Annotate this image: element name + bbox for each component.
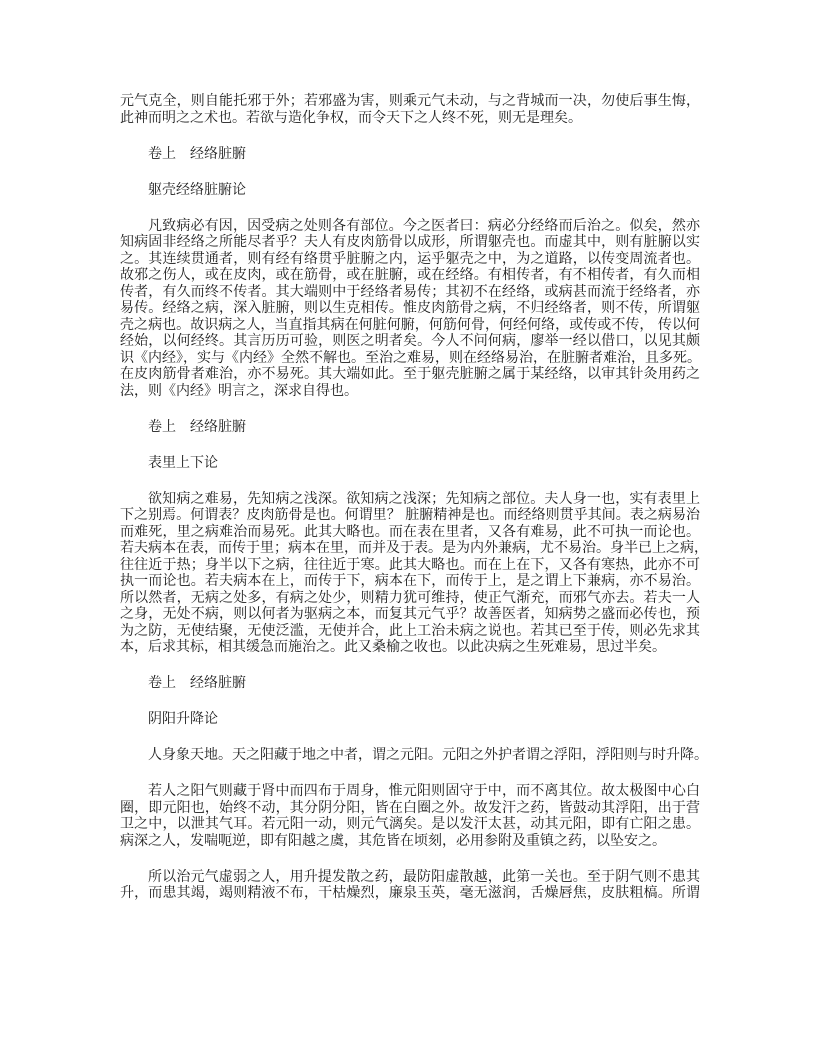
paragraph <box>120 783 700 849</box>
text-line: 传者，有久而终不传者。其大端则中于经络者易传；其初不在经络，或病甚而流于经络者，亦 <box>120 283 700 300</box>
paragraph-continued <box>120 93 700 126</box>
text-line: 凡致病必有因，因受病之处则各有部位。今之医者曰：病必分经络而后治之。似矣，然亦 <box>148 217 700 234</box>
paragraph <box>120 490 708 656</box>
text-line: 壳之病也。故识病之人，当直指其病在何脏何腑，何筋何骨，何经何络，或传或不传， 传以何 <box>120 316 700 333</box>
text-line: 下之别焉。何谓表？皮肉筋骨是也。何谓里？ 脏腑精神是也。而经络则贯乎其间。表之病易治 <box>120 507 700 523</box>
paragraph <box>120 747 708 764</box>
text-line: 执一而论也。若夫病本在上，而传于下，病本在下，而传于上，是之谓上下兼病，亦不易治。 <box>120 573 700 589</box>
text-line: 病深之人，发喘呃逆，即有阳越之虞，其危皆在顷刻，必用参附及重镇之药，以坠安之。 <box>120 832 666 849</box>
text-line: 若夫病本在表，而传于里；病本在里，而并及于表。是为内外兼病，尤不易治。身半已上之病， <box>120 540 708 556</box>
text-line: 所以治元气虚弱之人，用升提发散之药，最防阳虚散越，此第一关也。至于阴气则不患其 <box>148 868 700 885</box>
volume-heading: 卷上 经络脏腑 <box>148 145 246 162</box>
text-line: 此神而明之之术也。若欲与造化争权，而令天下之人终不死，则无是理矣。 <box>120 109 582 126</box>
text-line: 之身，无处不病，则以何者为驱病之本，而复其元气乎？故善医者，知病势之盛而必传也，预 <box>120 606 700 622</box>
section-title: 表里上下论 <box>148 454 218 471</box>
text-line: 卫之中，以泄其气耳。若元阳一动，则元气漓矣。是以发汗太甚，动其元阳，即有亡阳之患。 <box>120 816 700 832</box>
text-line: 为之防，无使结聚，无使泛滥，无使并合，此上工治未病之说也。若其已至于传，则必先求其 <box>120 622 700 639</box>
text-line: 而难死，里之病难治而易死。此其大略也。而在表在里者，又各有难易，此不可执一而论也。 <box>120 523 700 540</box>
text-line: 故邪之伤人，或在皮肉，或在筋骨，或在脏腑，或在经络。有相传者，有不相传者，有久而相 <box>120 267 700 283</box>
section-title: 阴阳升降论 <box>148 711 218 727</box>
volume-heading: 卷上 经络脏腑 <box>148 418 246 435</box>
document-page <box>120 93 708 902</box>
text-line: 欲知病之难易，先知病之浅深。欲知病之浅深；先知病之部位。夫人身一也，实有表里上 <box>148 490 700 507</box>
text-line: 本，后求其标，相其缓急而施治之。此又桑榆之收也。以此决病之生死难易，思过半矣。 <box>120 639 666 655</box>
text-line: 之。其连续贯通者，则有经有络贯乎脏腑之内，运乎躯壳之中，为之道路，以传变周流者也。 <box>120 250 700 267</box>
section-title: 躯壳经络脏腑论 <box>148 181 246 198</box>
text-line: 圈，即元阳也，始终不动，其分阴分阳，皆在白圈之外。故发汗之药，皆鼓动其浮阳，出于营 <box>120 799 700 816</box>
text-line: 知病固非经络之所能尽者乎？夫人有皮肉筋骨以成形，所谓躯壳也。而虚其中，则有脏腑以实 <box>120 234 700 250</box>
text-line: 易传。经络之病，深入脏腑，则以生克相传。惟皮肉筋骨之病，不归经络者，则不传，所谓躯 <box>120 300 700 316</box>
text-line: 在皮肉筋骨者难治，亦不易死。其大端如此。至于躯壳脏腑之属于某经络，以审其针灸用药之 <box>120 366 700 382</box>
text-line: 所以然者，无病之处多，有病之处少，则精力犹可维持，使正气渐充，而邪气亦去。若夫一人 <box>120 589 700 606</box>
paragraph <box>120 869 700 902</box>
volume-heading: 卷上 经络脏腑 <box>148 675 246 691</box>
text-line: 人身象天地。天之阳藏于地之中者，谓之元阳。元阳之外护者谓之浮阳，浮阳则与时升降。 <box>148 747 708 763</box>
text-line: 升，而患其竭，竭则精液不布，干枯燥烈，廉泉玉英，毫无滋润，舌燥唇焦，皮肤粗槁。所谓 <box>120 885 700 901</box>
text-line: 往往近于热；身半以下之病，往往近于寒。此其大略也。而在上在下，又各有寒热，此亦不可 <box>120 556 700 573</box>
paragraph <box>120 218 700 400</box>
text-line: 法，则《内经》明言之，深求自得也。 <box>120 382 358 399</box>
text-line: 经始，以何经终。其言历历可验，则医之明者矣。今人不问何病，廖举一经以借口，以见其颇 <box>120 333 700 349</box>
text-line: 若人之阳气则藏于肾中而四布于周身，惟元阳则固守于中，而不离其位。故太极图中心白 <box>148 783 700 799</box>
text-line: 识《内经》，实与《内经》全然不解也。至治之难易，则在经络易治，在脏腑者难治，且多死。 <box>120 349 701 366</box>
text-line: 元气克全，则自能托邪于外；若邪盛为害，则乘元气未动，与之背城而一决，勿使后事生悔， <box>120 93 700 109</box>
